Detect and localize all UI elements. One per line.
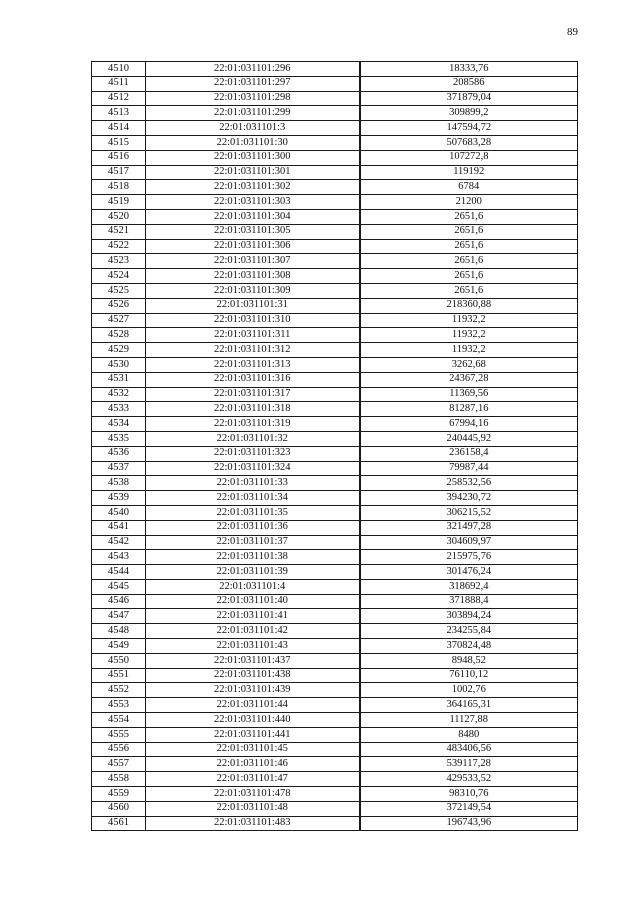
row-number-cell: 4539 <box>92 491 146 506</box>
cadastral-value-cell: 303894,24 <box>360 609 578 624</box>
cadastral-number-cell: 22:01:031101:38 <box>146 550 360 565</box>
row-number-cell: 4534 <box>92 417 146 432</box>
row-number-cell: 4515 <box>92 135 146 150</box>
row-number-cell: 4512 <box>92 91 146 106</box>
cadastral-value-cell: 98310,76 <box>360 787 578 802</box>
cadastral-number-cell: 22:01:031101:47 <box>146 772 360 787</box>
row-number-cell: 4555 <box>92 727 146 742</box>
row-number-cell: 4526 <box>92 298 146 313</box>
table-row <box>92 313 578 328</box>
cadastral-value-cell: 429533,52 <box>360 772 578 787</box>
row-number-cell: 4530 <box>92 357 146 372</box>
row-number-cell: 4532 <box>92 387 146 402</box>
cadastral-number-cell: 22:01:031101:34 <box>146 491 360 506</box>
row-number-cell: 4511 <box>92 76 146 91</box>
cadastral-value-cell: 2651,6 <box>360 209 578 224</box>
table-row <box>92 195 578 210</box>
table-row <box>92 343 578 358</box>
cadastral-value-cell: 234255,84 <box>360 624 578 639</box>
row-number-cell: 4540 <box>92 505 146 520</box>
table-row <box>92 269 578 284</box>
row-number-cell: 4514 <box>92 121 146 136</box>
cadastral-number-cell: 22:01:031101:39 <box>146 565 360 580</box>
row-number-cell: 4538 <box>92 476 146 491</box>
cadastral-number-cell: 22:01:031101:313 <box>146 357 360 372</box>
cadastral-number-cell: 22:01:031101:310 <box>146 313 360 328</box>
table-row <box>92 62 578 77</box>
row-number-cell: 4536 <box>92 446 146 461</box>
row-number-cell: 4518 <box>92 180 146 195</box>
cadastral-value-cell: 240445,92 <box>360 431 578 446</box>
cadastral-value-cell: 147594,72 <box>360 121 578 136</box>
row-number-cell: 4553 <box>92 698 146 713</box>
table-row <box>92 135 578 150</box>
table-row <box>92 461 578 476</box>
table-row <box>92 476 578 491</box>
table-row <box>92 816 578 831</box>
row-number-cell: 4519 <box>92 195 146 210</box>
table-row <box>92 713 578 728</box>
cadastral-number-cell: 22:01:031101:41 <box>146 609 360 624</box>
table-row <box>92 505 578 520</box>
page-number: 89 <box>567 26 578 38</box>
cadastral-value-cell: 372149,54 <box>360 801 578 816</box>
cadastral-value-cell: 321497,28 <box>360 520 578 535</box>
table-row <box>92 550 578 565</box>
cadastral-value-cell: 6784 <box>360 180 578 195</box>
table-row <box>92 283 578 298</box>
table-row <box>92 772 578 787</box>
table-row <box>92 787 578 802</box>
row-number-cell: 4537 <box>92 461 146 476</box>
cadastral-number-cell: 22:01:031101:309 <box>146 283 360 298</box>
cadastral-value-cell: 507683,28 <box>360 135 578 150</box>
row-number-cell: 4557 <box>92 757 146 772</box>
cadastral-value-cell: 370824,48 <box>360 639 578 654</box>
row-number-cell: 4548 <box>92 624 146 639</box>
row-number-cell: 4523 <box>92 254 146 269</box>
row-number-cell: 4560 <box>92 801 146 816</box>
cadastral-value-cell: 483406,56 <box>360 742 578 757</box>
cadastral-number-cell: 22:01:031101:319 <box>146 417 360 432</box>
cadastral-number-cell: 22:01:031101:306 <box>146 239 360 254</box>
cadastral-number-cell: 22:01:031101:40 <box>146 594 360 609</box>
cadastral-value-cell: 11127,88 <box>360 713 578 728</box>
cadastral-value-cell: 11932,2 <box>360 343 578 358</box>
cadastral-number-cell: 22:01:031101:298 <box>146 91 360 106</box>
cadastral-number-cell: 22:01:031101:46 <box>146 757 360 772</box>
row-number-cell: 4521 <box>92 224 146 239</box>
table-row <box>92 698 578 713</box>
cadastral-number-cell: 22:01:031101:438 <box>146 668 360 683</box>
table-row <box>92 76 578 91</box>
cadastral-number-cell: 22:01:031101:44 <box>146 698 360 713</box>
cadastral-value-cell: 21200 <box>360 195 578 210</box>
cadastral-value-cell: 371888,4 <box>360 594 578 609</box>
cadastral-number-cell: 22:01:031101:45 <box>146 742 360 757</box>
cadastral-value-cell: 364165,31 <box>360 698 578 713</box>
cadastral-number-cell: 22:01:031101:441 <box>146 727 360 742</box>
cadastral-value-cell: 371879,04 <box>360 91 578 106</box>
row-number-cell: 4551 <box>92 668 146 683</box>
cadastral-number-cell: 22:01:031101:48 <box>146 801 360 816</box>
row-number-cell: 4554 <box>92 713 146 728</box>
row-number-cell: 4541 <box>92 520 146 535</box>
cadastral-value-cell: 11932,2 <box>360 328 578 343</box>
table-row <box>92 328 578 343</box>
cadastral-value-cell: 236158,4 <box>360 446 578 461</box>
cadastral-value-cell: 301476,24 <box>360 565 578 580</box>
table-row <box>92 653 578 668</box>
cadastral-value-cell: 394230,72 <box>360 491 578 506</box>
table-row <box>92 683 578 698</box>
row-number-cell: 4510 <box>92 62 146 77</box>
table-row <box>92 609 578 624</box>
cadastral-number-cell: 22:01:031101:311 <box>146 328 360 343</box>
cadastral-number-cell: 22:01:031101:439 <box>146 683 360 698</box>
table-row <box>92 150 578 165</box>
cadastral-number-cell: 22:01:031101:318 <box>146 402 360 417</box>
cadastral-number-cell: 22:01:031101:316 <box>146 372 360 387</box>
cadastral-value-cell: 215975,76 <box>360 550 578 565</box>
cadastral-value-cell: 2651,6 <box>360 239 578 254</box>
cadastral-number-cell: 22:01:031101:440 <box>146 713 360 728</box>
table-row <box>92 624 578 639</box>
table-row <box>92 535 578 550</box>
cadastral-number-cell: 22:01:031101:308 <box>146 269 360 284</box>
cadastral-value-cell: 208586 <box>360 76 578 91</box>
cadastral-value-cell: 8948,52 <box>360 653 578 668</box>
row-number-cell: 4533 <box>92 402 146 417</box>
cadastral-number-cell: 22:01:031101:43 <box>146 639 360 654</box>
cadastral-number-cell: 22:01:031101:304 <box>146 209 360 224</box>
table-row <box>92 417 578 432</box>
row-number-cell: 4542 <box>92 535 146 550</box>
row-number-cell: 4529 <box>92 343 146 358</box>
cadastral-value-cell: 2651,6 <box>360 224 578 239</box>
cadastral-number-cell: 22:01:031101:303 <box>146 195 360 210</box>
cadastral-value-cell: 11932,2 <box>360 313 578 328</box>
row-number-cell: 4531 <box>92 372 146 387</box>
table-row <box>92 431 578 446</box>
table-row <box>92 298 578 313</box>
row-number-cell: 4513 <box>92 106 146 121</box>
cadastral-number-cell: 22:01:031101:301 <box>146 165 360 180</box>
cadastral-number-cell: 22:01:031101:30 <box>146 135 360 150</box>
table-row <box>92 239 578 254</box>
row-number-cell: 4547 <box>92 609 146 624</box>
cadastral-value-cell: 539117,28 <box>360 757 578 772</box>
cadastral-value-cell: 258532,56 <box>360 476 578 491</box>
row-number-cell: 4550 <box>92 653 146 668</box>
cadastral-number-cell: 22:01:031101:478 <box>146 787 360 802</box>
cadastral-number-cell: 22:01:031101:31 <box>146 298 360 313</box>
table-row <box>92 165 578 180</box>
row-number-cell: 4546 <box>92 594 146 609</box>
cadastral-value-cell: 304609,97 <box>360 535 578 550</box>
table-row <box>92 372 578 387</box>
row-number-cell: 4524 <box>92 269 146 284</box>
cadastral-number-cell: 22:01:031101:307 <box>146 254 360 269</box>
cadastral-number-cell: 22:01:031101:296 <box>146 62 360 77</box>
cadastral-number-cell: 22:01:031101:324 <box>146 461 360 476</box>
table-row <box>92 727 578 742</box>
row-number-cell: 4545 <box>92 579 146 594</box>
table-row <box>92 446 578 461</box>
cadastral-number-cell: 22:01:031101:302 <box>146 180 360 195</box>
cadastral-number-cell: 22:01:031101:305 <box>146 224 360 239</box>
table-row <box>92 520 578 535</box>
table-row <box>92 491 578 506</box>
table-row <box>92 402 578 417</box>
cadastral-value-cell: 318692,4 <box>360 579 578 594</box>
cadastral-value-cell: 218360,88 <box>360 298 578 313</box>
cadastral-value-cell: 81287,16 <box>360 402 578 417</box>
table-row <box>92 742 578 757</box>
cadastral-number-cell: 22:01:031101:33 <box>146 476 360 491</box>
cadastral-value-cell: 2651,6 <box>360 269 578 284</box>
cadastral-value-cell: 196743,96 <box>360 816 578 831</box>
cadastral-number-cell: 22:01:031101:437 <box>146 653 360 668</box>
row-number-cell: 4543 <box>92 550 146 565</box>
cadastral-value-cell: 18333,76 <box>360 62 578 77</box>
cadastral-number-cell: 22:01:031101:32 <box>146 431 360 446</box>
row-number-cell: 4522 <box>92 239 146 254</box>
row-number-cell: 4556 <box>92 742 146 757</box>
table-row <box>92 565 578 580</box>
row-number-cell: 4549 <box>92 639 146 654</box>
cadastral-number-cell: 22:01:031101:299 <box>146 106 360 121</box>
cadastral-value-cell: 107272,8 <box>360 150 578 165</box>
cadastral-number-cell: 22:01:031101:483 <box>146 816 360 831</box>
cadastral-number-cell: 22:01:031101:37 <box>146 535 360 550</box>
cadastral-value-cell: 8480 <box>360 727 578 742</box>
row-number-cell: 4527 <box>92 313 146 328</box>
cadastral-number-cell: 22:01:031101:42 <box>146 624 360 639</box>
cadastral-number-cell: 22:01:031101:3 <box>146 121 360 136</box>
cadastral-value-cell: 309899,2 <box>360 106 578 121</box>
cadastral-value-cell: 2651,6 <box>360 254 578 269</box>
table-row <box>92 224 578 239</box>
table-row <box>92 579 578 594</box>
cadastral-number-cell: 22:01:031101:4 <box>146 579 360 594</box>
cadastral-number-cell: 22:01:031101:323 <box>146 446 360 461</box>
cadastral-value-cell: 3262,68 <box>360 357 578 372</box>
cadastral-value-table <box>91 61 578 831</box>
cadastral-number-cell: 22:01:031101:317 <box>146 387 360 402</box>
cadastral-number-cell: 22:01:031101:297 <box>146 76 360 91</box>
table-row <box>92 106 578 121</box>
cadastral-number-cell: 22:01:031101:35 <box>146 505 360 520</box>
row-number-cell: 4544 <box>92 565 146 580</box>
table-row <box>92 639 578 654</box>
cadastral-value-cell: 2651,6 <box>360 283 578 298</box>
table-row <box>92 357 578 372</box>
row-number-cell: 4552 <box>92 683 146 698</box>
table-row <box>92 180 578 195</box>
cadastral-value-cell: 11369,56 <box>360 387 578 402</box>
row-number-cell: 4525 <box>92 283 146 298</box>
row-number-cell: 4517 <box>92 165 146 180</box>
cadastral-value-cell: 67994,16 <box>360 417 578 432</box>
row-number-cell: 4558 <box>92 772 146 787</box>
row-number-cell: 4535 <box>92 431 146 446</box>
table-row <box>92 757 578 772</box>
table-row <box>92 668 578 683</box>
table-row <box>92 91 578 106</box>
row-number-cell: 4516 <box>92 150 146 165</box>
table-row <box>92 387 578 402</box>
cadastral-value-cell: 306215,52 <box>360 505 578 520</box>
row-number-cell: 4528 <box>92 328 146 343</box>
table-body <box>92 62 578 831</box>
row-number-cell: 4559 <box>92 787 146 802</box>
cadastral-number-cell: 22:01:031101:312 <box>146 343 360 358</box>
cadastral-value-cell: 76110,12 <box>360 668 578 683</box>
cadastral-number-cell: 22:01:031101:300 <box>146 150 360 165</box>
cadastral-value-cell: 79987,44 <box>360 461 578 476</box>
row-number-cell: 4561 <box>92 816 146 831</box>
table-row <box>92 594 578 609</box>
table-row <box>92 209 578 224</box>
row-number-cell: 4520 <box>92 209 146 224</box>
cadastral-value-cell: 119192 <box>360 165 578 180</box>
table-row <box>92 121 578 136</box>
table-row <box>92 801 578 816</box>
cadastral-number-cell: 22:01:031101:36 <box>146 520 360 535</box>
cadastral-value-cell: 24367,28 <box>360 372 578 387</box>
table-row <box>92 254 578 269</box>
cadastral-value-cell: 1002,76 <box>360 683 578 698</box>
